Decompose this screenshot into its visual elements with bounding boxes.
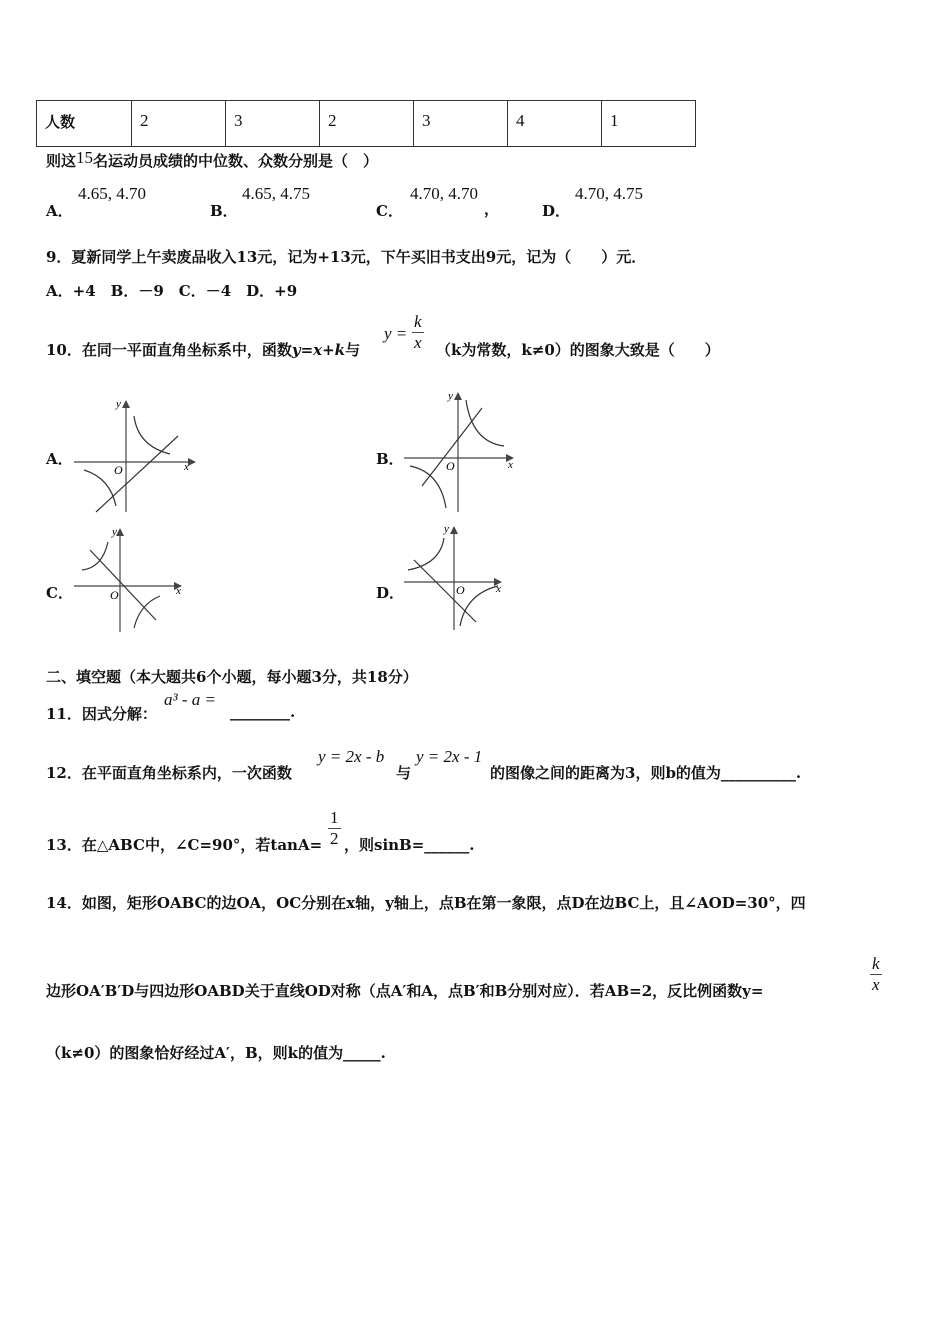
x-axis-label: x — [508, 459, 513, 471]
q10-stem-text: 10．在同一平面直角坐标系中，函数 — [46, 341, 292, 359]
y-axis-label: y — [448, 390, 453, 402]
table-cell: 2 — [132, 101, 226, 147]
q8-option-a-value: 4.65, 4.70 — [78, 184, 146, 203]
q10-with: 与 — [345, 341, 361, 359]
q9-stem: 9．夏新同学上午卖废品收入13元，记为+13元，下午买旧书支出9元，记为（ ）元． — [46, 248, 647, 266]
q8-option-d-value: 4.70, 4.75 — [575, 184, 643, 203]
q10-frac-den: x — [414, 333, 422, 352]
table-row — [37, 101, 696, 147]
stats-table — [36, 100, 696, 147]
q8-option-b-value: 4.65, 4.75 — [242, 184, 310, 203]
table-header-cell: 人数 — [37, 101, 132, 147]
q8-comma: ， — [484, 200, 500, 218]
q14-line3: （k≠0）的图象恰好经过A′，B，则k的值为_____. — [46, 1044, 386, 1062]
q8-option-a-label: A． — [46, 202, 73, 220]
q10-y-eq: y = — [384, 324, 408, 343]
origin-label: O — [446, 459, 455, 473]
q13-frac-den: 2 — [330, 829, 339, 848]
q12-with: 与 — [396, 764, 412, 782]
table-cell: 1 — [602, 101, 696, 147]
x-axis-label: x — [184, 461, 189, 473]
q14-frac-num: k — [872, 954, 880, 973]
origin-label: O — [110, 588, 119, 602]
q10-frac-num: k — [414, 312, 422, 331]
q9-options: A．+4 B．－9 C．－4 D．+9 — [46, 282, 298, 300]
graph-c-label: C． — [46, 584, 73, 602]
q13-suffix: ，则sinB=______. — [344, 836, 475, 854]
q10-stem-suffix: （k为常数，k≠0）的图象大致是（ ） — [436, 341, 720, 359]
table-cell: 2 — [320, 101, 414, 147]
graph-b-label: B． — [376, 450, 404, 468]
q14-fraction — [870, 954, 882, 995]
origin-label: O — [456, 583, 465, 597]
graph-a-label: A． — [46, 450, 73, 468]
q8-stem-number: 15 — [76, 148, 94, 167]
q12-f1: y = 2x - b — [318, 747, 385, 766]
y-axis-label: y — [444, 523, 449, 535]
q11-prefix: 11．因式分解： — [46, 705, 157, 723]
q14-line2: 边形OA′B′D与四边形OABD关于直线OD对称（点A′和A，点B′和B分别对应）．若AB=2，反比例函数y= — [46, 982, 764, 1000]
x-axis-label: x — [176, 585, 181, 597]
q8-option-d-label: D． — [542, 202, 571, 220]
q14-line1: 14．如图，矩形OABC的边OA，OC分别在x轴，y轴上，点B在第一象限，点D在边BC上，且∠AOD=30°，四 — [46, 894, 806, 912]
q11-expr: a³ - a = — [164, 690, 216, 709]
q12-prefix: 12．在平面直角坐标系内，一次函数 — [46, 764, 292, 782]
y-axis-label: y — [116, 398, 121, 410]
q10-func: y=x+k — [291, 341, 346, 359]
q8-stem — [46, 150, 378, 171]
origin-label: O — [114, 463, 123, 477]
q12-f2: y = 2x - 1 — [416, 747, 483, 766]
table-cell: 4 — [508, 101, 602, 147]
table-cell: 3 — [226, 101, 320, 147]
q14-frac-den: x — [872, 975, 880, 994]
graph-c — [70, 524, 190, 636]
q8-stem-suffix: 名运动员成绩的中位数、众数分别是（ ） — [93, 152, 379, 170]
section-2-heading: 二、填空题（本大题共6个小题，每小题3分，共18分） — [46, 668, 418, 686]
q10-fraction — [412, 312, 424, 353]
graph-a — [70, 396, 200, 516]
q13-frac-num: 1 — [330, 808, 339, 827]
graph-d — [400, 520, 510, 634]
q8-stem-prefix: 则这 — [46, 152, 77, 170]
x-axis-label: x — [496, 583, 501, 595]
graph-d-label: D． — [376, 584, 405, 602]
y-axis-label: y — [112, 526, 117, 538]
q13-fraction — [328, 808, 341, 849]
q8-option-c-value: 4.70, 4.70 — [410, 184, 478, 203]
q11-blank: ________. — [230, 703, 296, 721]
table-cell: 3 — [414, 101, 508, 147]
graph-b — [400, 388, 520, 516]
q8-option-b-label: B． — [210, 202, 238, 220]
q12-suffix: 的图像之间的距离为3，则b的值为__________. — [490, 764, 802, 782]
q13-prefix: 13．在△ABC中，∠C=90°，若tanA= — [46, 836, 323, 854]
q10-stem-prefix — [46, 339, 360, 360]
q8-option-c-label: C． — [376, 202, 403, 220]
